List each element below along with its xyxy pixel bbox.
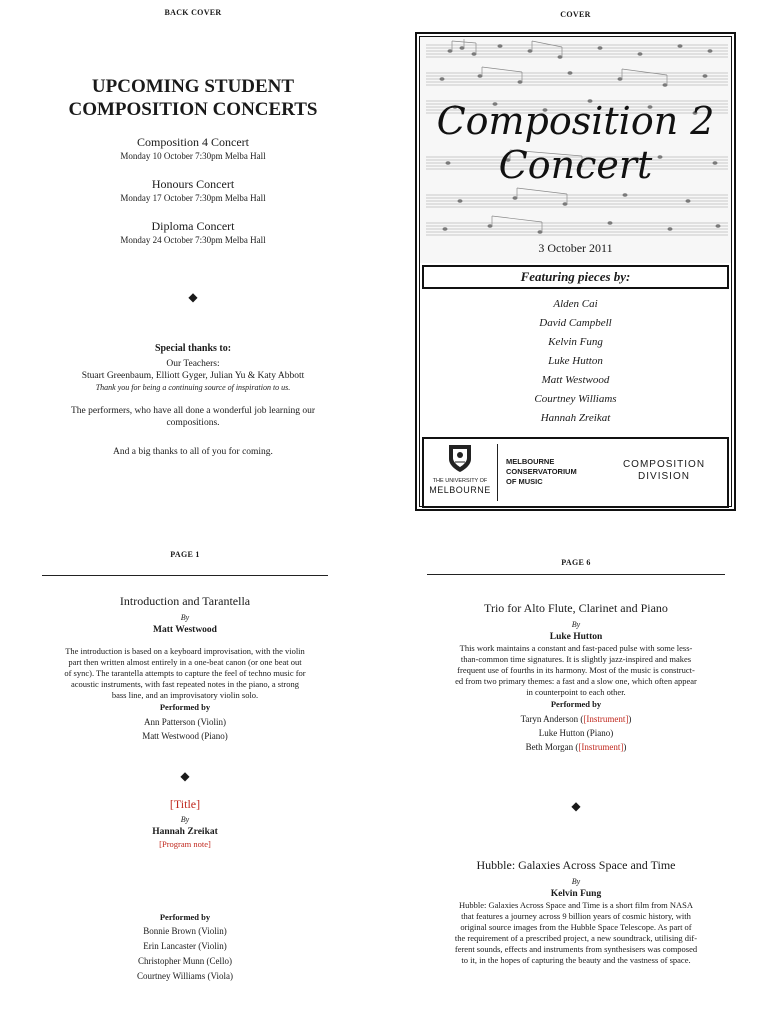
performer-name: Beth Morgan ( [525,742,579,752]
note-line: original source images from the Hubble Space Telescope. As part of [460,922,692,932]
teachers-names: Stuart Greenbaum, Elliott Gyger, Julian Yu & Katy Abbott [81,371,305,381]
piece-title: Introduction and Tarantella [119,594,251,608]
note-line: part then written almost entirely in a one-beat canon (or one beat out [68,657,302,667]
piece-composer: Matt Westwood [153,625,217,635]
special-thanks [40,342,346,458]
concert-item [40,177,346,204]
cover-title-line-1: Composition 2 [436,99,715,143]
note-line: ferent sounds, effects and instruments from synthesisers was composed [454,944,698,954]
conservatorium-line-3: OF MUSIC [506,477,543,486]
featuring-heading: Featuring pieces by: [422,265,729,289]
concert-name: Diploma Concert [151,219,235,233]
piece-by: By [571,620,581,629]
page-6-rule [427,574,725,575]
performer-list [427,712,725,754]
piece-composer: Kelvin Fung [550,889,602,899]
page-6-label: PAGE 6 [561,558,591,567]
performer: Ann Patterson (Violin) [144,717,226,727]
piece-hubble [427,858,725,966]
sheet-music-background [420,37,731,263]
concert-name: Honours Concert [151,177,235,191]
logo-divider [497,444,498,501]
program-note-placeholder: [Program note] [159,839,211,849]
composer-name: Alden Cai [553,298,598,310]
performed-by-label: Performed by [159,702,211,712]
logo-bar [422,437,729,508]
note-line: of sync). The tarantella attempts to capture the feel of techno music for [64,668,306,678]
cover-label: COVER [560,10,591,19]
performer: Christopher Munn (Cello) [138,956,232,966]
concert-details: Monday 17 October 7:30pm Melba Hall [120,193,266,203]
composer-list [420,295,731,428]
program-note [427,900,725,966]
composer-name: Matt Westwood [541,374,610,386]
university-crest-icon [447,443,473,473]
composer-name: Kelvin Fung [548,336,603,348]
performer: Matt Westwood (Piano) [142,731,228,741]
concert-date: 3 October 2011 [538,241,613,255]
concert-item [40,135,346,162]
composer-name: David Campbell [539,317,612,329]
note-line: the requirement of a prescribed project, a new soundtrack, utilising dif- [454,933,698,943]
note-line: than-common time signatures. It is slightly jazz-inspired and makes [460,654,692,664]
program-note [427,643,725,698]
closing-thanks: And a big thanks to all of you for coming. [113,447,273,457]
page-1-label: PAGE 1 [170,550,200,559]
performer: Courtney Williams (Viola) [137,971,233,981]
note-line: bass line, and an improvisatory violin solo. [111,690,259,700]
piece-untitled [42,797,328,850]
division-name [609,459,719,483]
piece-intro-tarantella [42,594,328,743]
heading-line-1: UPCOMING STUDENT [91,76,295,97]
page-1-rule [42,575,328,576]
cover-title [420,99,731,187]
performer: Bonnie Brown (Violin) [143,926,227,936]
conservatorium-line-2: CONSERVATORIUM [506,467,577,476]
piece-by: By [571,877,581,886]
conservatorium-name [506,457,577,487]
note-line: ed from two primary themes: a fast and a slow one, which often appear [455,676,697,686]
diamond-separator-icon: ◆ [188,290,198,304]
university-line-1: THE UNIVERSITY OF [432,478,488,484]
piece-title: Trio for Alto Flute, Clarinet and Piano [484,601,668,615]
diamond-separator-icon: ◆ [180,769,190,783]
instrument-placeholder: [Instrument] [583,714,629,724]
heading-line-2: COMPOSITION CONCERTS [68,99,318,120]
piece-by: By [180,815,190,824]
note-line: The introduction is based on a keyboard improvisation, with the violin [65,646,305,656]
performers-thanks-1: The performers, who have all done a wonderful job learning our [70,406,315,416]
concert-list [40,135,346,246]
thanks-heading: Special thanks to: [154,343,232,354]
division-line-2: DIVISION [638,471,690,482]
piece-composer: Luke Hutton [549,632,603,642]
performers-thanks-2: compositions. [166,418,220,428]
composer-name: Luke Hutton [548,355,603,367]
division-line-1: COMPOSITION [622,459,706,470]
university-line-2: MELBOURNE [429,485,491,495]
university-logo [428,443,492,495]
teachers-label: Our Teachers: [166,359,220,369]
composer-name: Hannah Zreikat [540,412,611,424]
performer-close: ) [628,714,632,724]
performer-name: Luke Hutton (Piano) [538,728,614,738]
note-line: Hubble: Galaxies Across Space and Time is a short film from NASA [459,900,693,910]
concert-details: Monday 24 October 7:30pm Melba Hall [120,235,266,245]
performer [427,740,725,754]
composer-name: Courtney Williams [534,393,617,405]
cover-frame [415,32,736,511]
performer-list [42,924,328,984]
performed-by-label: Performed by [159,912,211,922]
performed-by-label: Performed by [550,699,602,709]
piece-title: Hubble: Galaxies Across Space and Time [476,858,676,872]
note-line: This work maintains a constant and fast-paced pulse with some less- [459,643,693,653]
instrument-placeholder: [Instrument] [578,742,624,752]
piece-title-placeholder: [Title] [169,797,201,811]
concert-item [40,219,346,246]
note-line: that features a journey across 9 billion years of cosmic history, with [461,911,691,921]
performer-close: ) [623,742,627,752]
performers-block [42,911,328,984]
back-cover-heading [40,75,346,121]
back-cover-label: BACK COVER [164,8,222,17]
concert-name: Composition 4 Concert [137,135,249,149]
cover-title-line-2: Concert [498,143,653,187]
teachers-note: Thank you for being a continuing source of inspiration to us. [95,383,291,392]
diamond-separator-icon: ◆ [571,799,581,813]
piece-composer: Hannah Zreikat [152,827,218,837]
performer [427,712,725,726]
program-note [42,646,328,701]
note-line: in counterpoint to each other. [526,687,626,697]
performer [427,726,725,740]
performer-name: Taryn Anderson ( [520,714,584,724]
conservatorium-line-1: MELBOURNE [506,457,555,466]
piece-by: By [180,613,190,622]
performer-list [42,715,328,743]
concert-details: Monday 10 October 7:30pm Melba Hall [120,151,266,161]
piece-trio [427,601,725,754]
note-line: frequent use of fourths in its harmony. Most of the music is construct- [457,665,695,675]
performer: Erin Lancaster (Violin) [143,941,227,951]
note-line: to it, in the hopes of capturing the beauty and the vastness of space. [461,955,691,965]
note-line: acoustic instruments, with fast repeated notes in the piano, a strong [70,679,300,689]
